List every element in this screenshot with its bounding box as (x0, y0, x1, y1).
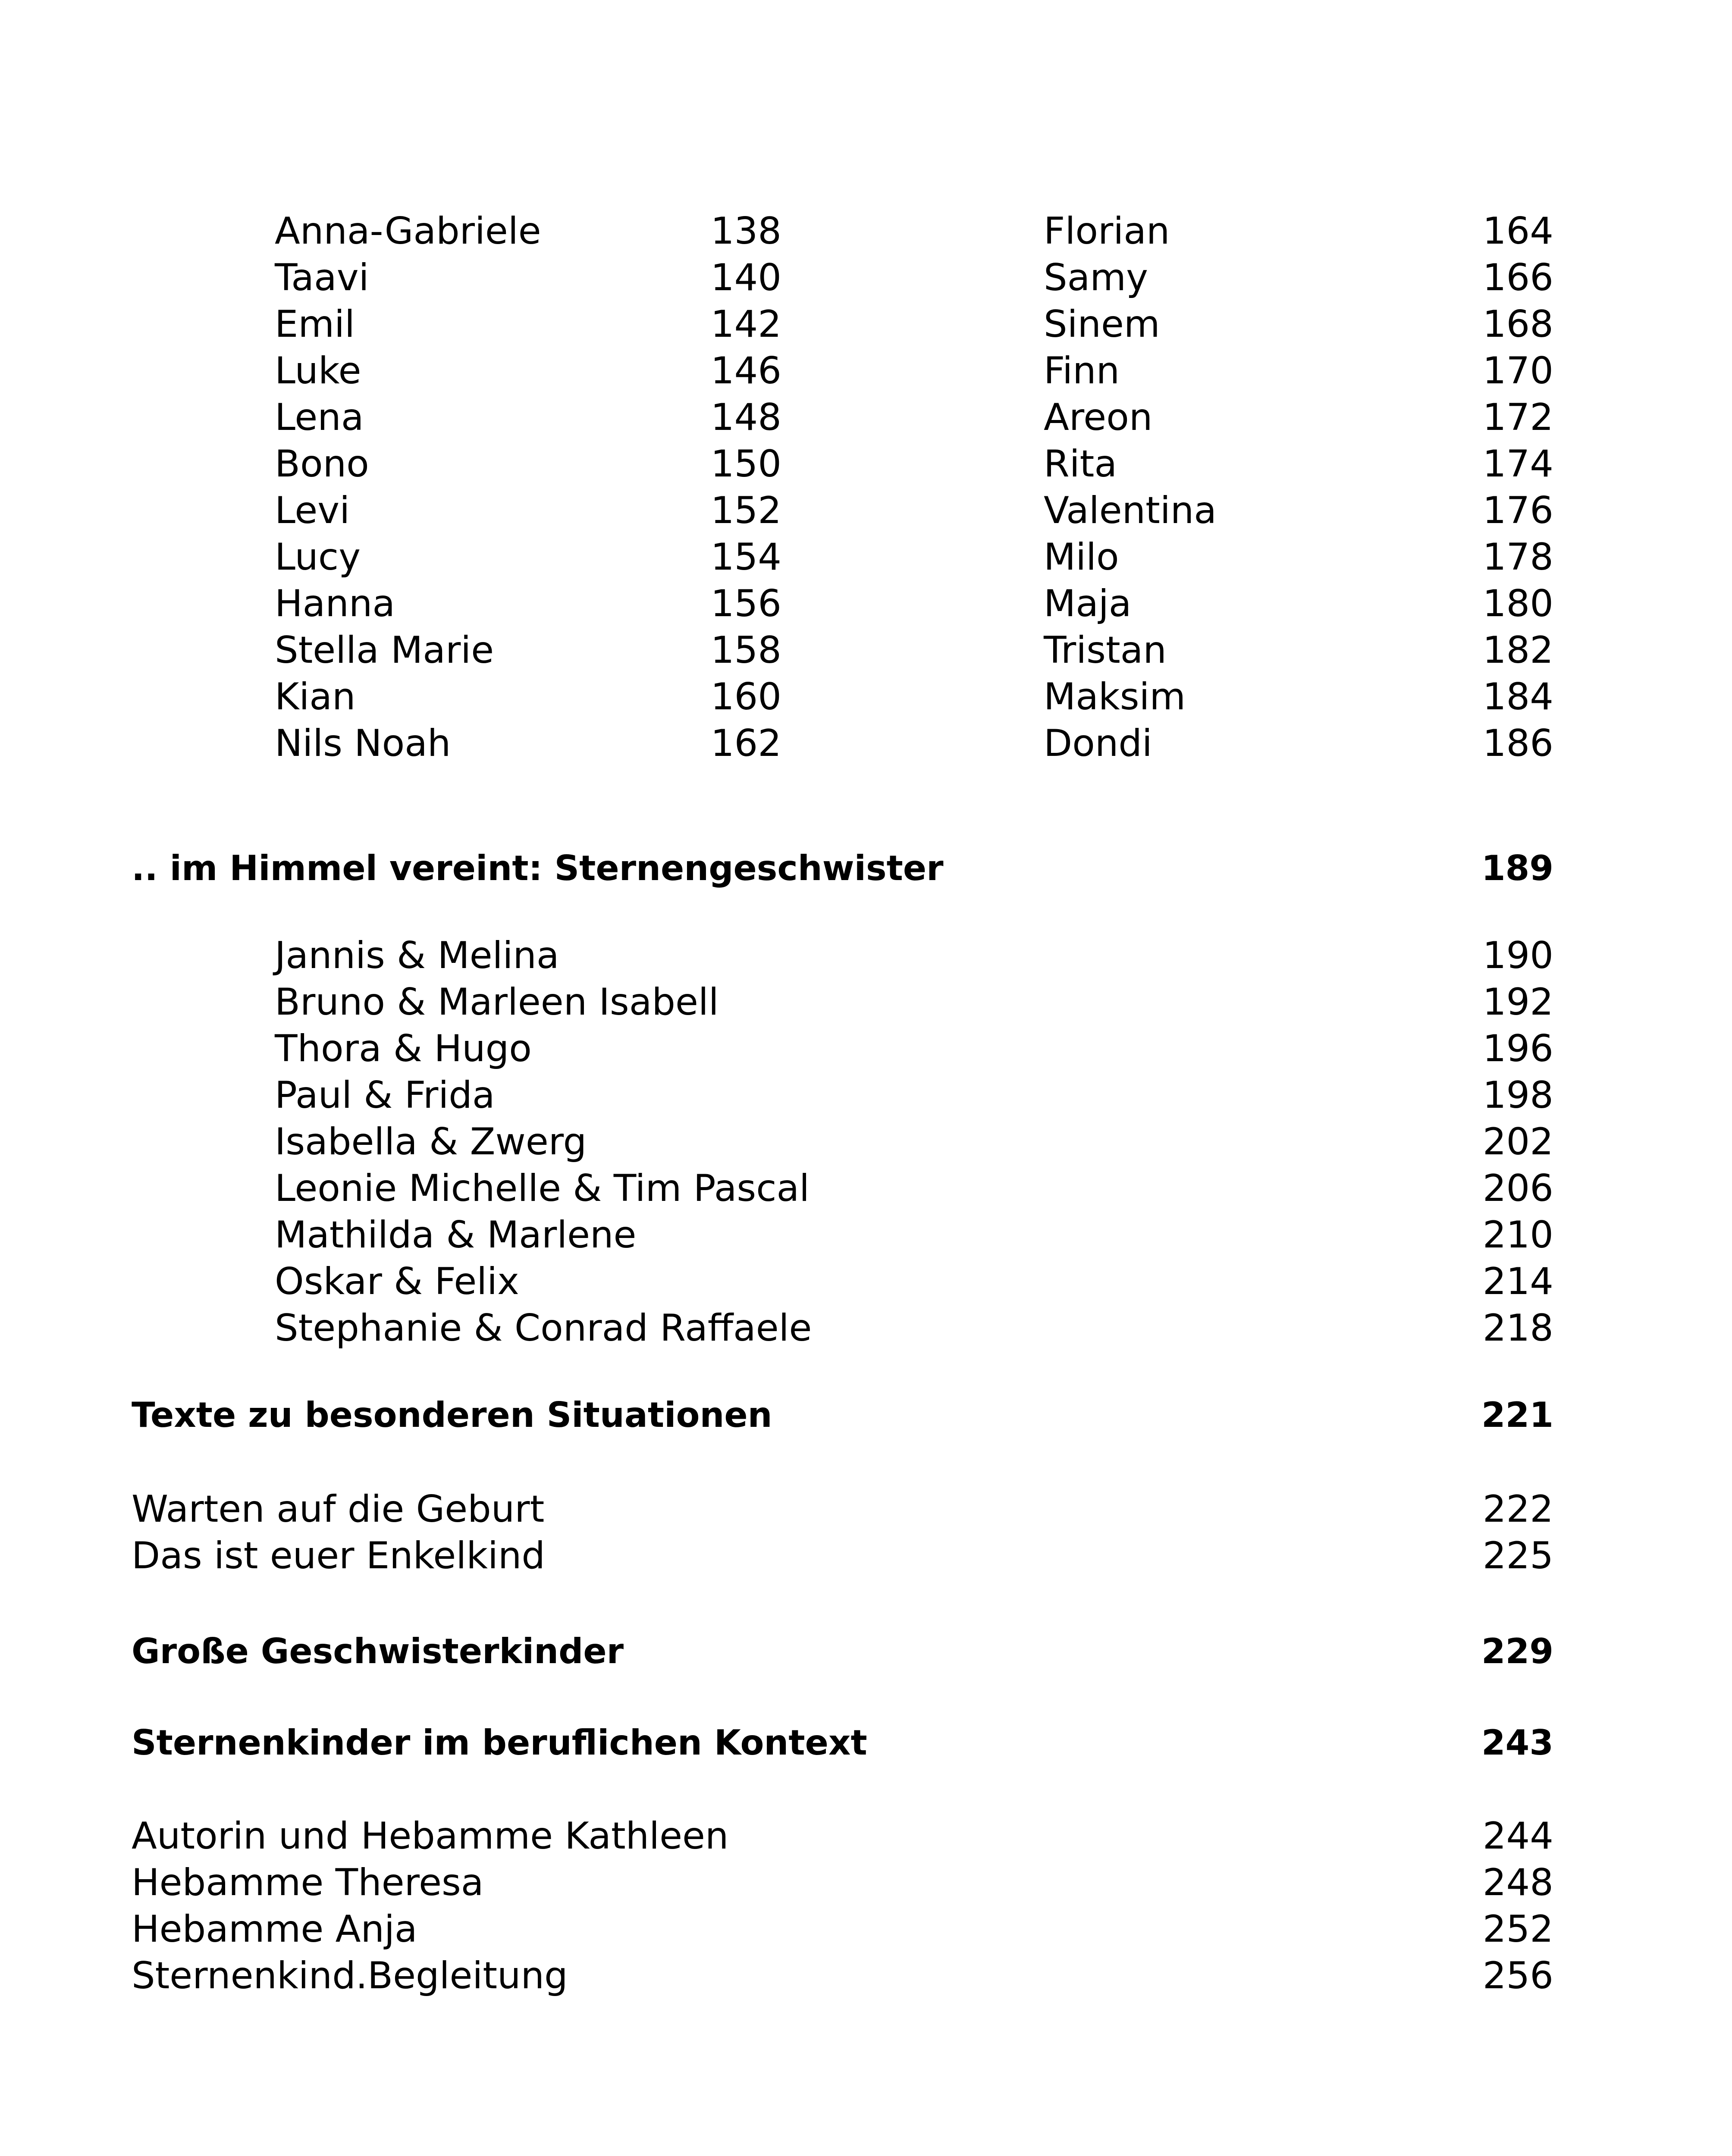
entry-label: Bruno & Marleen Isabell (275, 981, 719, 1024)
entry-label: Hebamme Anja (132, 1908, 417, 1951)
toc-entry (1044, 348, 1553, 394)
entry-page-number: 160 (710, 675, 781, 718)
section-heading (132, 1392, 1553, 1438)
entry-label: Bono (275, 442, 369, 486)
section-title: Texte zu besonderen Situationen (132, 1395, 772, 1435)
entry-label: Luke (275, 349, 361, 392)
entry-label: Maja (1044, 582, 1132, 625)
toc-entry (275, 254, 781, 301)
entry-label: Jannis & Melina (275, 934, 559, 977)
entry-page-number: 174 (1482, 442, 1553, 486)
entry-page-number: 146 (710, 349, 781, 392)
entry-label: Milo (1044, 536, 1119, 579)
entry-page-number: 244 (1482, 1814, 1553, 1858)
section-heading (132, 1720, 1553, 1766)
entry-label: Isabella & Zwerg (275, 1120, 587, 1163)
toc-entry (1044, 394, 1553, 441)
entry-page-number: 142 (710, 303, 781, 346)
toc-entry (1044, 580, 1553, 627)
entry-page-number: 206 (1482, 1167, 1553, 1210)
entry-page-number: 170 (1482, 349, 1553, 392)
entry-page-number: 176 (1482, 489, 1553, 532)
entry-page-number: 252 (1482, 1908, 1553, 1951)
toc-entry (275, 1072, 1553, 1119)
section-title: .. im Himmel vereint: Sternengeschwister (132, 848, 944, 888)
entry-label: Warten auf die Geburt (132, 1488, 545, 1531)
entry-page-number: 148 (710, 396, 781, 439)
toc-entry (275, 487, 781, 534)
entry-page-number: 192 (1482, 981, 1553, 1024)
section-heading (132, 1628, 1553, 1675)
toc-entry (275, 627, 781, 674)
entry-label: Lucy (275, 536, 361, 579)
entry-page-number: 218 (1482, 1307, 1553, 1350)
toc-entry (275, 720, 781, 767)
entry-page-number: 150 (710, 442, 781, 486)
entry-label: Sinem (1044, 303, 1160, 346)
entry-page-number: 184 (1482, 675, 1553, 718)
toc-entry (275, 1305, 1553, 1351)
entry-label: Autorin und Hebamme Kathleen (132, 1814, 729, 1858)
toc-entry (275, 534, 781, 580)
entry-page-number: 182 (1482, 629, 1553, 672)
entry-label: Tristan (1044, 629, 1167, 672)
toc-entry (275, 301, 781, 348)
entry-label: Leonie Michelle & Tim Pascal (275, 1167, 810, 1210)
entry-label: Hanna (275, 582, 395, 625)
entry-label: Anna-Gabriele (275, 210, 541, 253)
toc-entry (275, 441, 781, 487)
entry-label: Finn (1044, 349, 1120, 392)
toc-entry (275, 1258, 1553, 1305)
entry-page-number: 138 (710, 210, 781, 253)
entry-page-number: 140 (710, 256, 781, 299)
toc-entry (1044, 301, 1553, 348)
entry-label: Nils Noah (275, 722, 451, 765)
entry-page-number: 178 (1482, 536, 1553, 579)
entry-page-number: 225 (1482, 1534, 1553, 1577)
entry-label: Valentina (1044, 489, 1217, 532)
entry-label: Florian (1044, 210, 1170, 253)
entry-page-number: 186 (1482, 722, 1553, 765)
entry-label: Das ist euer Enkelkind (132, 1534, 546, 1577)
entry-label: Stephanie & Conrad Raffaele (275, 1307, 812, 1350)
toc-entry (275, 674, 781, 720)
toc-entry (275, 580, 781, 627)
entry-page-number: 166 (1482, 256, 1553, 299)
toc-entry (275, 932, 1553, 979)
toc-entry (275, 394, 781, 441)
entry-label: Dondi (1044, 722, 1152, 765)
toc-entry (1044, 720, 1553, 767)
toc-entry (132, 1859, 1553, 1906)
toc-entry (132, 1813, 1553, 1859)
entry-page-number: 248 (1482, 1861, 1553, 1904)
entry-page-number: 210 (1482, 1213, 1553, 1257)
entry-page-number: 256 (1482, 1954, 1553, 1997)
toc-entry (275, 979, 1553, 1025)
section-title: Sternenkinder im beruflichen Kontext (132, 1723, 867, 1763)
toc-entry (1044, 441, 1553, 487)
entry-page-number: 190 (1482, 934, 1553, 977)
entry-page-number: 158 (710, 629, 781, 672)
entry-page-number: 202 (1482, 1120, 1553, 1163)
entry-label: Levi (275, 489, 350, 532)
toc-entry (275, 1212, 1553, 1258)
toc-entry (275, 1165, 1553, 1212)
section-title: Große Geschwisterkinder (132, 1631, 624, 1671)
entry-page-number: 162 (710, 722, 781, 765)
toc-entry (1044, 627, 1553, 674)
entry-label: Areon (1044, 396, 1153, 439)
toc-entry (132, 1906, 1553, 1952)
entry-label: Stella Marie (275, 629, 494, 672)
entry-page-number: 222 (1482, 1488, 1553, 1531)
entry-label: Paul & Frida (275, 1074, 495, 1117)
section-heading (132, 845, 1553, 892)
entry-label: Rita (1044, 442, 1117, 486)
entry-page-number: 152 (710, 489, 781, 532)
entry-page-number: 196 (1482, 1027, 1553, 1070)
toc-entry (1044, 534, 1553, 580)
entry-page-number: 168 (1482, 303, 1553, 346)
section-page-number: 189 (1481, 848, 1553, 888)
toc-entry (132, 1952, 1553, 1999)
toc-entry (132, 1486, 1553, 1532)
toc-entry (1044, 208, 1553, 254)
entry-page-number: 154 (710, 536, 781, 579)
entry-label: Taavi (275, 256, 369, 299)
toc-entry (1044, 674, 1553, 720)
toc-entry (275, 348, 781, 394)
entry-page-number: 198 (1482, 1074, 1553, 1117)
toc-entry (132, 1532, 1553, 1579)
entry-page-number: 172 (1482, 396, 1553, 439)
entry-label: Oskar & Felix (275, 1260, 519, 1303)
section-page-number: 243 (1481, 1723, 1553, 1763)
entry-page-number: 164 (1482, 210, 1553, 253)
entry-label: Maksim (1044, 675, 1186, 718)
toc-entry (1044, 487, 1553, 534)
entry-label: Samy (1044, 256, 1148, 299)
entry-page-number: 156 (710, 582, 781, 625)
entry-page-number: 180 (1482, 582, 1553, 625)
entry-label: Hebamme Theresa (132, 1861, 484, 1904)
section-page-number: 229 (1481, 1631, 1553, 1671)
section-page-number: 221 (1481, 1395, 1553, 1435)
entry-label: Thora & Hugo (275, 1027, 532, 1070)
entry-label: Sternenkind.Begleitung (132, 1954, 568, 1997)
entry-page-number: 214 (1482, 1260, 1553, 1303)
entry-label: Mathilda & Marlene (275, 1213, 637, 1257)
toc-entry (275, 208, 781, 254)
toc-entry (1044, 254, 1553, 301)
toc-entry (275, 1025, 1553, 1072)
entry-label: Lena (275, 396, 364, 439)
entry-label: Kian (275, 675, 356, 718)
entry-label: Emil (275, 303, 355, 346)
toc-entry (275, 1119, 1553, 1165)
